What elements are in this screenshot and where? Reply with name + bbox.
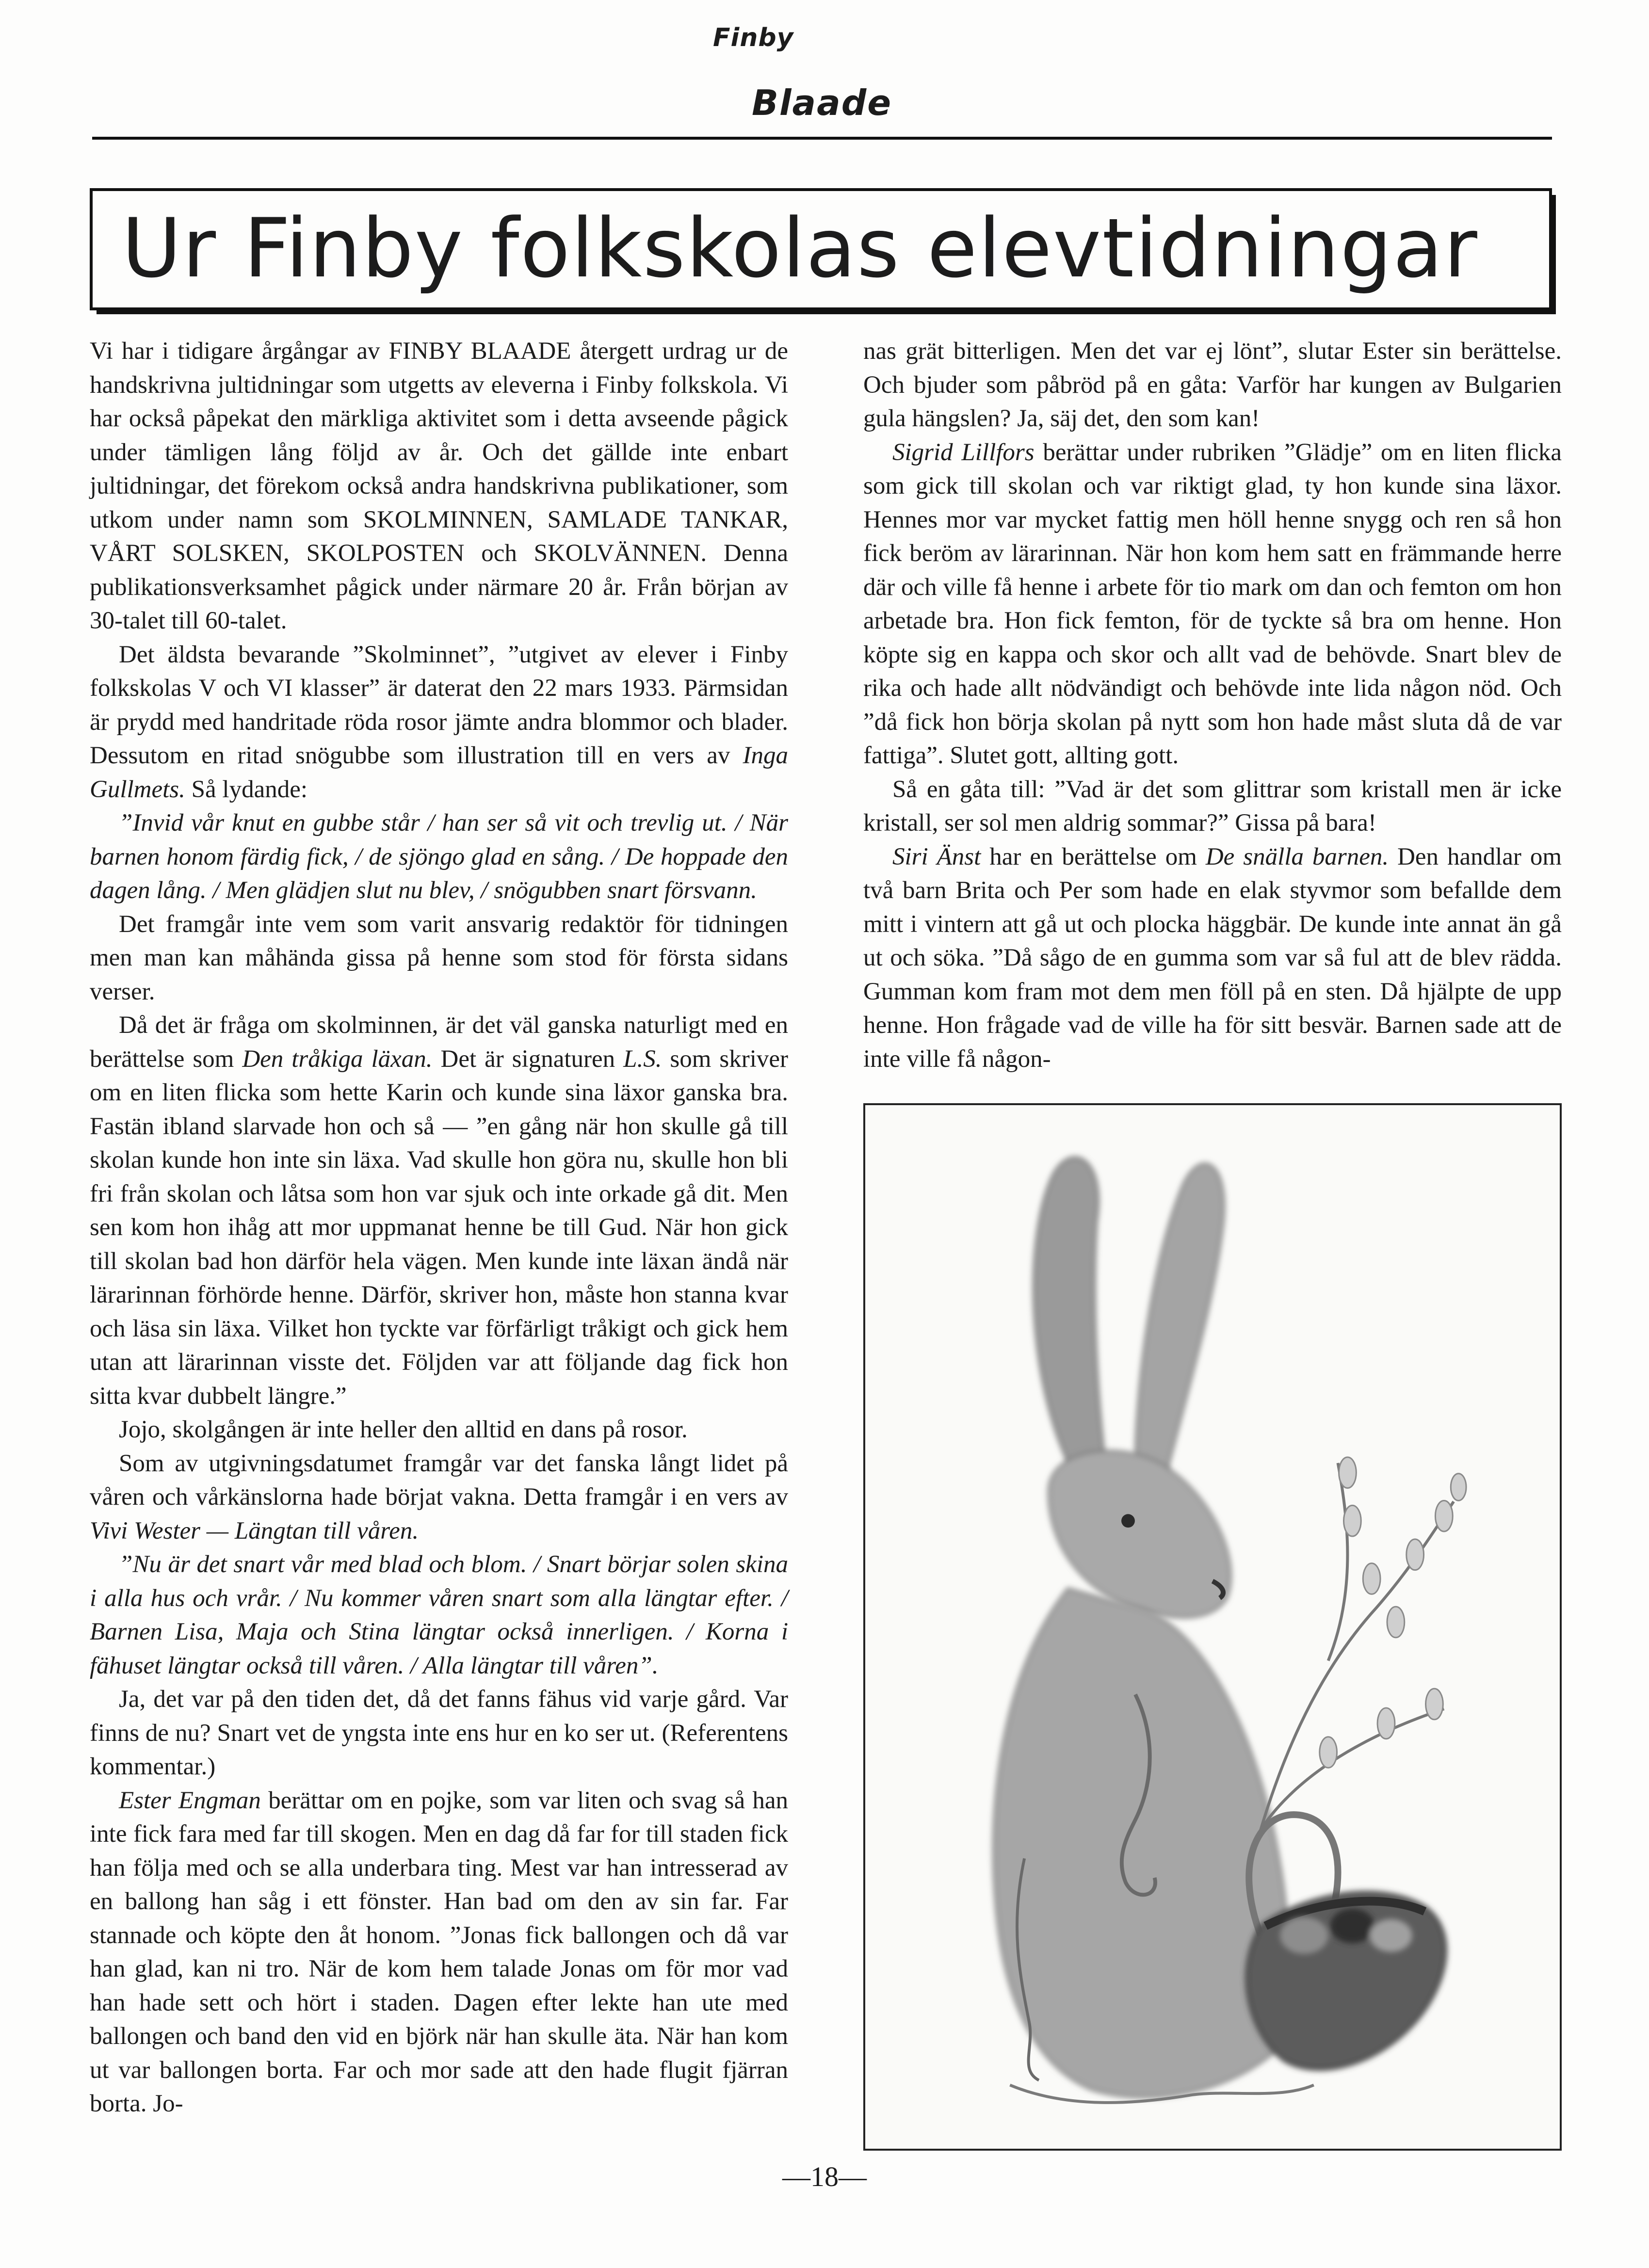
hare-body [993, 1588, 1289, 2097]
text: berättar under rubriken ”Glädje” om en liten flicka som gick till skolan och var riktigt glad, ty hon kunde sina läxor. Hennes mor var mycket fattig men höll henne snygg och ren så hon fick beröm av lärarinnan. När hon kom hem satt en främmande herre där och ville få henne i arbete för tio mark om dan och femton om hon arbetade bra. Hon fick femton, för de tyckte så bra om henne. Hon köpte sig en kappa och skor och allt vad de behövde. Snart blev de rika och hade allt nödvändigt och behövde inte lida någon nöd. Och ”då fick hon börja skolan på nytt som hon hade måst sluta då de var fattiga”. Slutet gott, allting gott. [863, 438, 1562, 769]
text: Vi har i tidigare årgångar av FINBY BLAADE återgett urdrag ur de handskrivna jultidningar som utgetts av eleverna i Finby folkskola. Vi har också påpekat den märkliga aktivitet som i detta avseende pågick under tämligen lång följd av år. Och det gällde inte enbart jultidningar, det förekom också andra handskrivna publikationer, som utkom under namn som SKOLMINNEN, SAMLADE TANKAR, VÅRT SOLSKEN, SKOLPOSTEN och SKOLVÄNNEN. Denna publikationsverksamhet pågick under närmare 20 år. Från början av 30-talet till 60-talet. [90, 338, 788, 634]
text: som skriver om en liten flicka som hette Karin och kunde sina läxor ganska bra. Fastän ibland slarvade hon och så — ”en gång när hon skulle gå till skolan kunde hon inte sin läxa. Vad skulle hon göra nu, skulle hon bli fri från skolan och låtsa som hon var sjuk och inte orkade gå dit. Men sen kom hon ihåg att mor uppmanat henne be till Gud. När hon gick till skolan bad hon därför hela vägen. Men kunde inte läxan ändå när lärarinnan förhörde henne. Därför, skriver hon, måste hon stanna kvar och läsa sin läxa. Vilket hon tyckte var förfärligt tråkigt och gick hem utan att lärarinnan visste det. Följden var att följande dag fick hon sitta kvar dubbelt längre.” [90, 1045, 788, 1410]
paragraph [90, 908, 788, 1009]
text: Den handlar om två barn Brita och Per som hade en elak styvmor som befallde dem mitt i vintern att gå ut och plocka häggbär. De kunde inte annat än gå ut och söka. ”Då sågo de en gumma som var så ful att de blev rädda. Gumman kom fram mot dem men föll på en sten. Då hjälpte de upp henne. Hon frågade vad de ville ha för sitt besvär. Barnen sade att de inte ville få någon- [863, 843, 1562, 1073]
text: Ja, det var på den tiden det, då det fanns fähus vid varje gård. Var finns de nu? Snart vet de yngsta inte ens hur en ko ser ut. (Referentens kommentar.) [90, 1686, 788, 1780]
text: Då det är fråga om skolminnen, är det väl ganska naturligt med en berättelse som [90, 1012, 788, 1073]
paragraph [90, 1548, 788, 1683]
text: har en berättelse om [981, 843, 1206, 870]
text: Det framgår inte vem som varit ansvarig redaktör för tidningen men man kan måhända gissa på henne som stod för första sidans verser. [90, 910, 788, 1005]
paragraph [863, 436, 1562, 773]
paragraph [90, 1683, 788, 1784]
text: Så en gåta till: ”Vad är det som glittrar som kristall men är icke kristall, ser sol men aldrig sommar?” Gissa på bara! [863, 775, 1562, 836]
hare-illustration [863, 1103, 1562, 2151]
paragraph [90, 1009, 788, 1413]
right-column [863, 335, 1562, 1076]
hare-ears [1034, 1157, 1224, 1482]
hare-eye [1121, 1514, 1135, 1528]
left-column [90, 335, 788, 2121]
masthead-blaade: Blaade [752, 82, 892, 123]
text: Jojo, skolgången är inte heller den alltid en dans på rosor. [119, 1416, 688, 1443]
italic-text: ”Invid vår knut en gubbe står / han ser så vit och trevlig ut. / När barnen honom färdig fick, / de sjöngo glad en sång. / De hoppade den dagen lång. / Men glädjen slut nu blev, / snögubben snart försvann. [90, 809, 788, 904]
text: berättar om en pojke, som var liten och svag så han inte fick fara med far till skogen. Men en dag då far for till staden fick han följa med och se alla underbara ting. Mest var han intresserad av en ballong han såg i ett fönster. Han bad om den av sin far. Far stannade och köpte den åt honom. ”Jonas fick ballongen och då var han glad, kan ni tro. När de kom hem talade Jonas om för mor vad han hade sett och hört i staden. Dagen efter lekte han ute med ballongen och band den vid en björk när han skulle äta. När han kom ut var ballongen borta. Far och mor sade att den hade flugit fjärran borta. Jo- [90, 1786, 788, 2117]
paragraph [90, 806, 788, 908]
text: Så lydande: [185, 775, 308, 803]
italic-text: L.S. [623, 1045, 662, 1073]
text: Det är signaturen [432, 1045, 624, 1073]
paragraph [863, 840, 1562, 1077]
hare-drawing [865, 1105, 1560, 2149]
page-number: —18— [782, 2161, 867, 2192]
paragraph [90, 1413, 788, 1447]
masthead [0, 0, 1649, 145]
italic-text: Inga Gullmets. [90, 742, 788, 803]
paragraph [863, 773, 1562, 840]
masthead-finby: Finby [713, 23, 794, 52]
text: nas grät bitterligen. Men det var ej lönt”, slutar Ester sin berättelse. Och bjuder som påbröd på en gåta: Varför har kungen av Bulgarien gula hängslen? Ja, säj det, den som kan! [863, 338, 1562, 432]
italic-text: Siri Änst [892, 843, 981, 870]
paragraph [863, 335, 1562, 436]
headline-box [90, 188, 1552, 310]
italic-text: Ester Engman [119, 1786, 261, 1814]
paragraph [90, 335, 788, 638]
text: Det äldsta bevarande ”Skolminnet”, ”utgivet av elever i Finby folkskolas V och VI klasser” är daterat den 22 mars 1933. Pärmsidan är prydd med handritade röda rosor jämte andra blommor och blader. Dessutom en ritad snögubbe som illustration till en vers av [90, 641, 788, 769]
italic-text: De snälla barnen. [1205, 843, 1389, 870]
text: Som av utgivningsdatumet framgår var det fanska långt lidet på våren och vårkänslorna hade börjat vakna. Detta framgår i en vers av [90, 1449, 788, 1511]
paragraph [90, 638, 788, 807]
masthead-rule [92, 137, 1552, 140]
paragraph [90, 1784, 788, 2121]
italic-text: Sigrid Lillfors [892, 438, 1035, 466]
article-headline: Ur Finby folkskolas elevtidningar [122, 201, 1478, 296]
italic-text: Vivi Wester — Längtan till våren. [90, 1517, 419, 1544]
italic-text: ”Nu är det snart vår med blad och blom. / Snart börjar solen skina i alla hus och vrår. / Nu kommer våren snart som alla längtar efter. / Barnen Lisa, Maja och Stina längtar också innerligen. / Korna i fähuset längtar också till våren. / Alla längtar till våren”. [90, 1551, 788, 1679]
italic-text: Den tråkiga läxan. [242, 1045, 433, 1073]
paragraph [90, 1447, 788, 1548]
